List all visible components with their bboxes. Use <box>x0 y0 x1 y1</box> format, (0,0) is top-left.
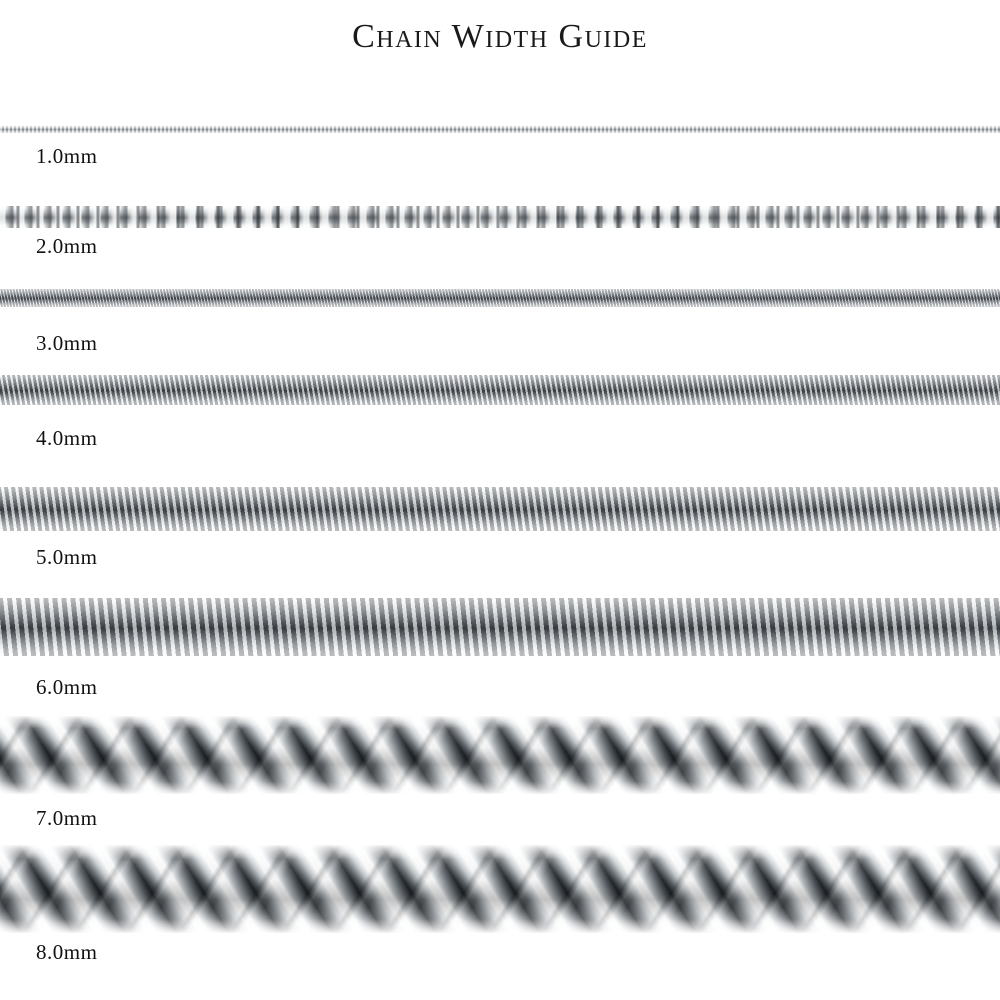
chain-label-5-0mm: 5.0mm <box>36 545 98 569</box>
chain-sample-7-0mm <box>0 716 1000 794</box>
chain-sample-5-0mm <box>0 487 1000 531</box>
chain-texture <box>0 289 1000 307</box>
chain-label-4-0mm: 4.0mm <box>36 426 98 450</box>
chain-label-3-0mm: 3.0mm <box>36 331 98 355</box>
chain-sample-8-0mm <box>0 845 1000 933</box>
rope-gloss <box>0 716 1000 794</box>
rope-gloss <box>0 845 1000 933</box>
chain-label-2-0mm: 2.0mm <box>36 234 98 258</box>
chain-label-1-0mm: 1.0mm <box>36 144 98 168</box>
chain-texture <box>0 375 1000 405</box>
chain-sample-6-0mm <box>0 598 1000 656</box>
chain-sample-3-0mm <box>0 289 1000 307</box>
chain-label-6-0mm: 6.0mm <box>36 675 98 699</box>
chain-texture-secondary <box>0 206 1000 228</box>
chain-texture <box>0 126 1000 133</box>
chain-sample-4-0mm <box>0 375 1000 405</box>
chain-sample-2-0mm <box>0 206 1000 228</box>
chain-texture <box>0 487 1000 531</box>
chain-label-8-0mm: 8.0mm <box>36 940 98 964</box>
chain-sample-1-0mm <box>0 126 1000 133</box>
chain-label-7-0mm: 7.0mm <box>36 806 98 830</box>
page-title: Chain Width Guide <box>352 18 648 55</box>
chain-texture <box>0 598 1000 656</box>
